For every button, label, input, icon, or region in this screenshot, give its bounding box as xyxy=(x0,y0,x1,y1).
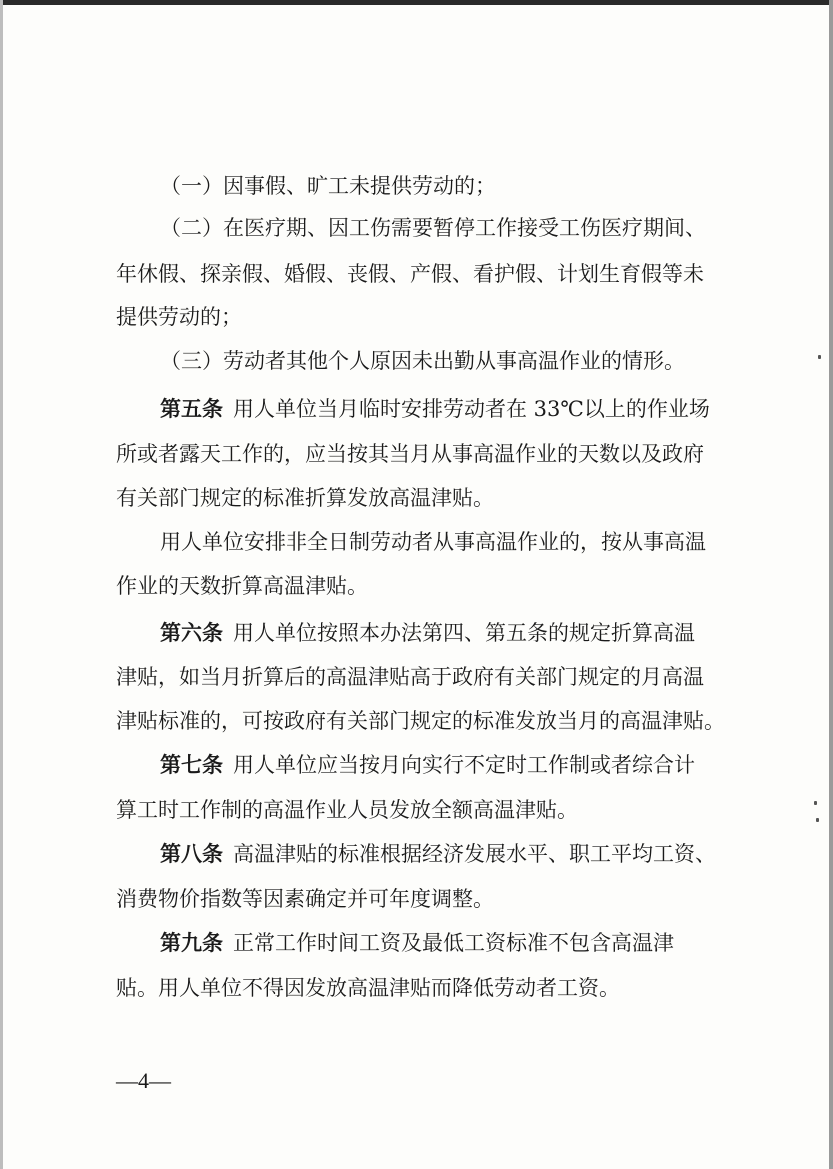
clause-item-1: （一）因事假、旷工未提供劳动的； xyxy=(160,174,496,198)
scan-speck xyxy=(814,801,817,805)
article-9-text: 正常工作时间工资及最低工资标准不包含高温津 xyxy=(233,931,674,955)
page-number: —4— xyxy=(116,1068,171,1093)
top-scan-border xyxy=(0,0,833,5)
body-line: 消费物价指数等因素确定并可年度调整。 xyxy=(116,887,494,911)
article-7-heading: 第七条 xyxy=(160,753,223,777)
body-line: 贴。用人单位不得因发放高温津贴而降低劳动者工资。 xyxy=(116,976,620,1000)
scan-speck xyxy=(816,818,819,822)
paragraph-first-line: 用人单位安排非全日制劳动者从事高温作业的，按从事高温 xyxy=(160,530,706,554)
body-line: 有关部门规定的标准折算发放高温津贴。 xyxy=(116,486,494,510)
body-line: 算工时工作制的高温作业人员发放全额高温津贴。 xyxy=(116,798,578,822)
article-6-heading: 第六条 xyxy=(160,621,223,645)
scan-speck xyxy=(818,355,821,359)
article-6-text: 用人单位按照本办法第四、第五条的规定折算高温 xyxy=(233,621,695,645)
body-line: 所或者露天工作的，应当按其当月从事高温作业的天数以及政府 xyxy=(116,442,704,466)
body-line: 年休假、探亲假、婚假、丧假、产假、看护假、计划生育假等未 xyxy=(116,262,704,286)
article-8-text: 高温津贴的标准根据经济发展水平、职工平均工资、 xyxy=(233,842,716,866)
right-scan-border xyxy=(829,0,833,1169)
article-7-first-line xyxy=(160,751,695,779)
article-9-heading: 第九条 xyxy=(160,931,223,955)
body-line: 津贴标准的，可按政府有关部门规定的标准发放当月的高温津贴。 xyxy=(116,709,725,733)
article-8-heading: 第八条 xyxy=(160,842,223,866)
article-6-first-line xyxy=(160,619,695,647)
article-8-first-line xyxy=(160,840,716,868)
left-scan-border xyxy=(0,0,3,1169)
article-9-first-line xyxy=(160,929,674,957)
clause-item-3: （三）劳动者其他个人原因未出勤从事高温作业的情形。 xyxy=(160,349,685,373)
clause-item-2: （二）在医疗期、因工伤需要暂停工作接受工伤医疗期间、 xyxy=(160,216,706,240)
article-7-text: 用人单位应当按月向实行不定时工作制或者综合计 xyxy=(233,753,695,777)
body-line: 津贴，如当月折算后的高温津贴高于政府有关部门规定的月高温 xyxy=(116,665,704,689)
article-5-heading: 第五条 xyxy=(160,397,223,421)
article-5-text: 用人单位当月临时安排劳动者在 33℃以上的作业场 xyxy=(233,397,710,421)
body-line: 作业的天数折算高温津贴。 xyxy=(116,574,368,598)
body-line: 提供劳动的； xyxy=(116,305,242,329)
article-5-first-line xyxy=(160,395,710,423)
